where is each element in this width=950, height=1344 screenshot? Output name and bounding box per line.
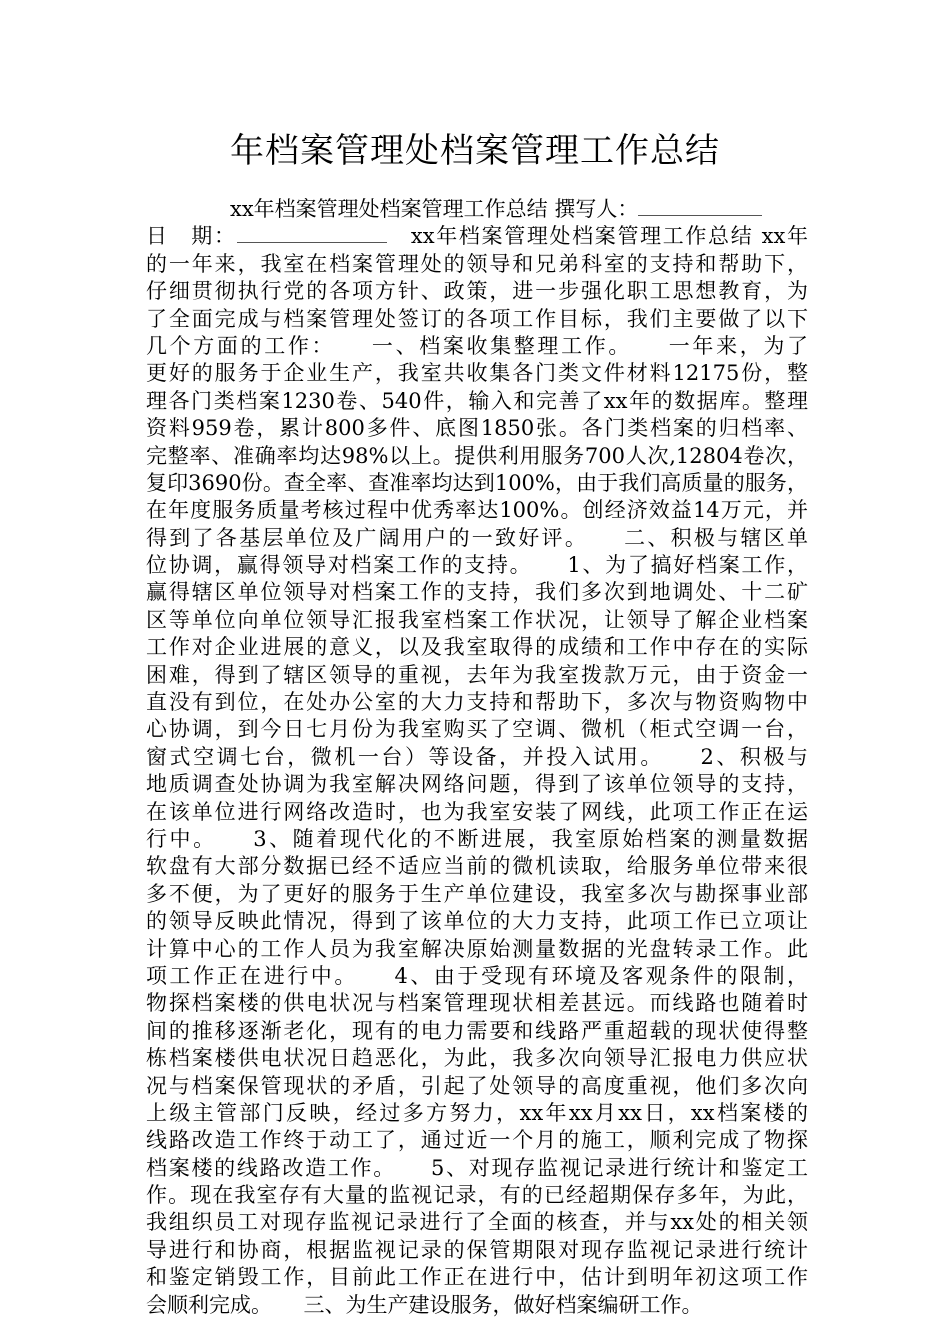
body-line: 位协调，赢得领导对档案工作的支持。 1、为了搞好档案工作，: [146, 553, 808, 578]
body-line: 在该单位进行网络改造时，也为我室安装了网线，此项工作正在运: [146, 799, 808, 824]
body-line: 作。现在我室存有大量的监视记录，有的已经超期保存多年，为此，: [146, 1183, 808, 1208]
body-line: 在年度服务质量考核过程中优秀率达100%。创经济效益14万元，并: [146, 498, 808, 523]
body-line: 况与档案保管现状的矛盾，引起了处领导的高度重视，他们多次向: [146, 1073, 808, 1098]
document-body: [146, 196, 808, 1319]
body-line: 直没有到位，在处办公室的大力支持和帮助下，多次与物资购物中: [146, 690, 808, 715]
body-line: 地质调查处协调为我室解决网络问题，得到了该单位领导的支持，: [146, 772, 808, 797]
body-line: 仔细贯彻执行党的各项方针、政策，进一步强化职工思想教育，为: [146, 279, 808, 304]
body-line: 软盘有大部分数据已经不适应当前的微机读取，给服务单位带来很: [146, 854, 808, 879]
body-line: 线路改造工作终于动工了，通过近一个月的施工，顺利完成了物探: [146, 1128, 808, 1153]
body-line: 档案楼的线路改造工作。 5、对现存监视记录进行统计和鉴定工: [146, 1155, 808, 1180]
body-line: 赢得辖区单位领导对档案工作的支持，我们多次到地调处、十二矿: [146, 580, 808, 605]
body-line: xx年档案管理处档案管理工作总结 xx年: [386, 224, 809, 249]
body-line: 理各门类档案1230卷、540件，输入和完善了xx年的数据库。整理: [146, 388, 808, 413]
body-line: 多不便，为了更好的服务于生产单位建设，我室多次与勘探事业部: [146, 881, 808, 906]
date-blank: [237, 224, 387, 243]
body-line: 资料959卷，累计800多件、底图1850张。各门类档案的归档率、: [146, 416, 808, 441]
body-line: 项工作正在进行中。 4、由于受现有环境及客观条件的限制，: [146, 963, 808, 988]
body-line: 更好的服务于企业生产，我室共收集各门类文件材料12175份，整: [146, 361, 808, 386]
date-label: 日 期：: [146, 224, 237, 249]
body-line: 导进行和协商，根据监视记录的保管期限对现存监视记录进行统计: [146, 1237, 808, 1262]
body-line: 了全面完成与档案管理处签订的各项工作目标，我们主要做了以下: [146, 306, 808, 331]
body-line: 心协调，到今日七月份为我室购买了空调、微机（柜式空调一台，: [146, 717, 808, 742]
body-line: 几个方面的工作： 一、档案收集整理工作。 一年来，为了: [146, 333, 808, 358]
body-line: 上级主管部门反映，经过多方努力，xx年xx月xx日，xx档案楼的: [146, 1100, 808, 1125]
body-line: 工作对企业进展的意义，以及我室取得的成绩和工作中存在的实际: [146, 635, 808, 660]
body-line: 和鉴定销毁工作，目前此工作正在进行中，估计到明年初这项工作: [146, 1265, 808, 1290]
body-line: 栋档案楼供电状况日趋恶化，为此，我多次向领导汇报电力供应状: [146, 1046, 808, 1071]
date-line: [146, 223, 808, 250]
header-line: [146, 196, 808, 223]
author-blank: [638, 197, 762, 216]
body-line: 区等单位向单位领导汇报我室档案工作状况，让领导了解企业档案: [146, 607, 808, 632]
body-line: 的领导反映此情况，得到了该单位的大力支持，此项工作已立项让: [146, 909, 808, 934]
body-line: 得到了各基层单位及广阔用户的一致好评。 二、积极与辖区单: [146, 525, 808, 550]
body-line: 窗式空调七台，微机一台）等设备，并投入试用。 2、积极与: [146, 744, 808, 769]
body-line: 复印3690份。查全率、查准率均达到100%，由于我们高质量的服务，: [146, 470, 808, 495]
body-line: 物探档案楼的供电状况与档案管理现状相差甚远。而线路也随着时: [146, 991, 808, 1016]
body-line: 计算中心的工作人员为我室解决原始测量数据的光盘转录工作。此: [146, 936, 808, 961]
body-line: 间的推移逐渐老化，现有的电力需要和线路严重超载的现状使得整: [146, 1018, 808, 1043]
body-line: 完整率、准确率均达98%以上。提供利用服务700人次,12804卷次，: [146, 443, 808, 468]
body-line: 困难，得到了辖区领导的重视，去年为我室拨款万元，由于资金一: [146, 662, 808, 687]
header-line-prefix: xx年档案管理处档案管理工作总结 撰写人：: [146, 197, 639, 221]
body-line: 的一年来，我室在档案管理处的领导和兄弟科室的支持和帮助下，: [146, 251, 808, 276]
body-line: 行中。 3、随着现代化的不断进展，我室原始档案的测量数据: [146, 826, 808, 851]
document-title: 年档案管理处档案管理工作总结: [230, 131, 720, 171]
body-line: 我组织员工对现存监视记录进行了全面的核查，并与xx处的相关领: [146, 1210, 808, 1235]
body-line: 会顺利完成。 三、为生产建设服务，做好档案编研工作。: [146, 1292, 703, 1317]
